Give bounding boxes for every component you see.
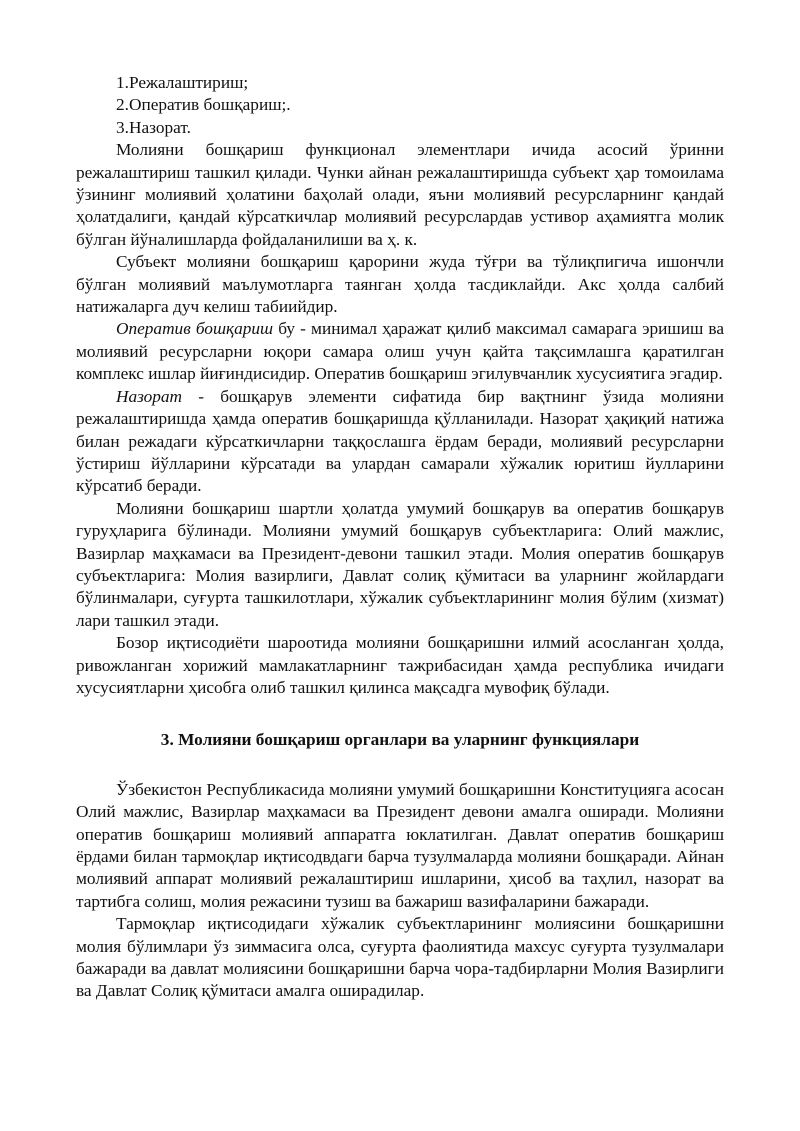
list-item-operative-management: 2.Оператив бошқариш;.	[116, 95, 291, 115]
paragraph-market-economy	[76, 632, 724, 699]
paragraph-decision	[76, 251, 724, 318]
paragraph-text: Молияни бошқариш шартли ҳолатда умумий бошқарув ва оператив бошқарув гуруҳларига бўлинади. Молияни умумий бошқарув субъектларига: Олий мажлис, Вазирлар маҳкамаси ва Президент-девони ташкил этади. Молия оператив бошқарув субъектларига: Молия вазирлиги, Давлат солиқ қўмитаси ва уларнинг жойлардаги бўлинмалари, суғурта ташкилотлари, хўжалик субъектларининг молия бўлим (хизмат) лари ташкил этади.	[76, 498, 724, 630]
section-heading: 3. Молияни бошқариш органлари ва уларнинг функциялари	[160, 730, 640, 750]
paragraph-sectors: Тармоқлар иқтисодидаги хўжалик субъектларининг молиясини бошқаришни молия бўлимлари ўз зиммасига олса, суғурта фаолиятида махсус суғурта тузулмалари бажаради ва давлат молиясини бошқаришни барча чора-тадбирларни Молия Вазирлиги ва Давлат Солиқ қўмитаси амалга оширадилар.	[76, 914, 724, 1001]
paragraph-text: Субъект молияни бошқариш қарорини жуда тўғри ва тўлиқпигича ишончли бўлган молиявий маълумотларга таянган ҳолда тасдиклайди. Акс ҳолда салбий натижаларга дуч келиш табиийдир.	[76, 252, 724, 317]
paragraph-text: бу - минимал ҳаражат қилиб максимал самарага эришиш ва молиявий ресурсларни юқори самара олиш учун қайта тақсимлашга қаратилган комплекс ишлар йиғиндисидир. Оператив бошқариш эгилувчанлик хусусиятига эгадир.	[76, 319, 725, 384]
paragraph-text: - бошқарув элементи сифатида бир вақтнинг ўзида молияни режалаштиришда ҳамда оператив бошқаришда қўлланилади. Назорат ҳақиқий натижа билан режадаги кўрсаткичларни таққослашга ёрдам беради, молиявий ресурсларни ўстириш йўлларини кўрсатади ва улардан самарали хўжалик юритиш йулларини кўрсатиб беради.	[76, 386, 724, 496]
paragraph-lead-term: Назорат	[116, 386, 183, 406]
list-item-planning: 1.Режалаштириш;	[116, 73, 249, 92]
paragraph-planning-role	[76, 139, 724, 251]
list-item-control: 3.Назорат.	[116, 117, 191, 137]
paragraph-text: Бозор иқтисодиёти шароотида молияни бошқаришни илмий асосланган ҳолда, ривожланган хорижий мамлакатларнинг тажрибасидан ҳамда республика ичидаги хусусиятларни ҳисобга олиб ташкил қилинса мақсадга мувофиқ бўлади.	[76, 633, 724, 697]
paragraph-operative-management	[76, 318, 724, 385]
paragraph-lead-term: Оператив бошқариш	[116, 319, 274, 339]
paragraph-text: Молияни бошқариш функционал элементлари ичида асосий ўринни режалаштириш ташкил қилади. Чунки айнан режалаштиришда субъект ҳар томоилама ўзининг молиявий ҳолатини баҳолай олади, яъни молиявий ресурсларнинг қандай ҳолатдалиги, қандай кўрсаткичлар молиявий ресурслардав устивор аҳамиятга молик бўлган йўналишларда фойдаланилиши ва ҳ. к.	[76, 140, 724, 249]
paragraph-control	[76, 386, 724, 498]
paragraph-management-groups	[76, 498, 724, 632]
paragraph-constitution: Ўзбекистон Республикасида молияни умумий бошқаришни Конституцияга асосан Олий мажлис, Вазирлар маҳкамаси ва Президент девони амалга оширади. Молияни оператив бошқариш молиявий аппаратга юклатилган. Давлат оператив бошқариш ёрдами билан тармоқлар иқтисодвдаги барча тузулмаларда молияни бошқаради. Айнан молиявий аппарат молиявий режалаштириш ишларини, ҳисоб ва таҳлил, назорат ва тартибга солиш, молия режасини тузиш ва бажариш вазифаларини бажаради.	[76, 779, 724, 911]
